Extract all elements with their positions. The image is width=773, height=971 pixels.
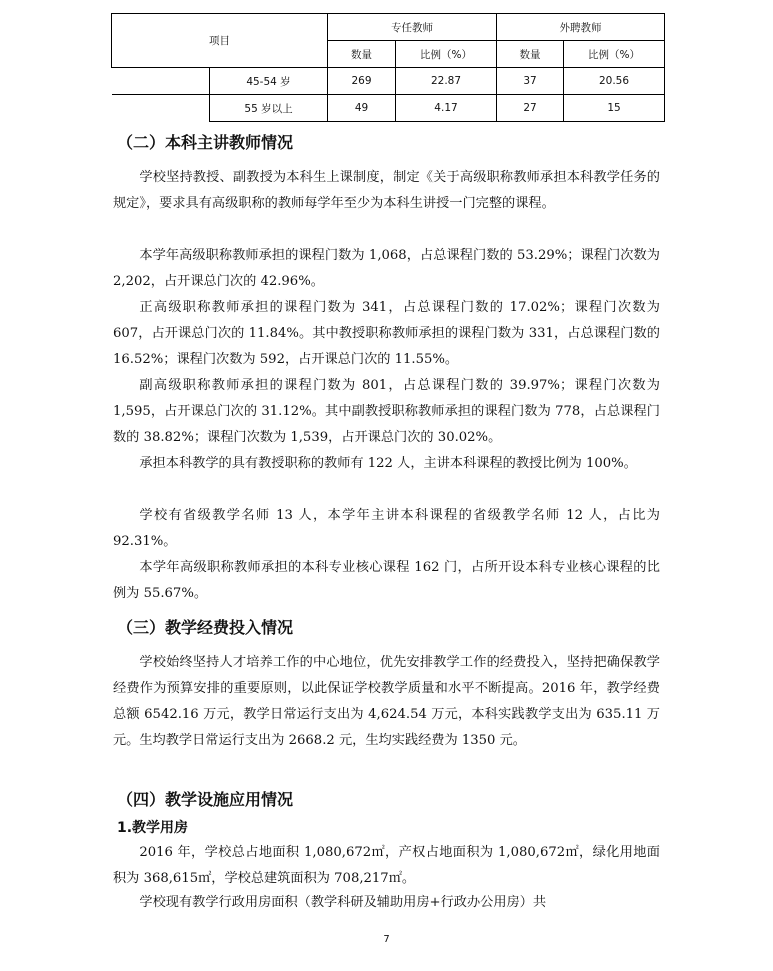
section-4-paragraph-2: 学校现有教学行政用房面积（教学科研及辅助用房+行政办公用房）共: [139, 895, 547, 910]
fulltime-ratio-header: 比例（%）: [396, 41, 497, 68]
section-2-paragraph-7: 本学年高级职称教师承担的本科专业核心课程 162 门，占所开设本科专业核心课程的比例为 55.67%。: [113, 560, 660, 601]
subsection-teaching-rooms-heading: 1.教学用房: [117, 820, 189, 836]
section-2-paragraph-1: 学校坚持教授、副教授为本科生上课制度，制定《关于高级职称教师承担本科教学任务的规定》，要求具有高级职称的教师每学年至少为本科生讲授一门完整的课程。: [113, 170, 660, 211]
fulltime-count-header: 数量: [328, 41, 396, 68]
section-4-heading: （四）教学设施应用情况: [117, 790, 294, 809]
blank-cell: [112, 95, 210, 122]
table-row: [112, 95, 665, 122]
section-3-paragraph-1: 学校始终坚持人才培养工作的中心地位，优先安排教学工作的经费投入，坚持把确保教学经费作为预算安排的重要原则，以此保证学校教学质量和水平不断提高。2016 年，教学经费总额 6542.16 万元，教学日常运行支出为 4,624.54 万元，本科实践教学支出为 635.11 万元。生均教学日常运行支出为 2668.2 元，生均实践经费为 1350 元。: [113, 655, 660, 748]
fulltime-ratio-cell: 22.87: [396, 68, 497, 95]
item-header-cell: 项目: [112, 14, 328, 68]
section-2-paragraph-6: 学校有省级教学名师 13 人，本学年主讲本科课程的省级教学名师 12 人，占比为 92.31%。: [113, 508, 660, 549]
table-row: [112, 68, 665, 95]
section-3-heading: （三）教学经费投入情况: [117, 618, 294, 637]
external-ratio-cell: 20.56: [564, 68, 665, 95]
fulltime-count-cell: 269: [328, 68, 396, 95]
page-number: 7: [383, 934, 390, 945]
row-label: 55 岁以上: [210, 95, 328, 122]
table-header-row: [112, 14, 665, 41]
fulltime-header-cell: 专任教师: [328, 14, 497, 41]
blank-cell: [112, 68, 210, 95]
fulltime-ratio-cell: 4.17: [396, 95, 497, 122]
external-ratio-cell: 15: [564, 95, 665, 122]
row-label: 45-54 岁: [210, 68, 328, 95]
section-4-paragraph-1: 2016 年，学校总占地面积 1,080,672㎡，产权占地面积为 1,080,672㎡，绿化用地面积为 368,615㎡，学校总建筑面积为 708,217㎡。: [113, 845, 660, 886]
section-2-paragraph-4: 副高级职称教师承担的课程门数为 801，占总课程门数的 39.97%；课程门次数为 1,595，占开课总门次的 31.12%。其中副教授职称教师承担的课程门数为 778，占总课程门数的 38.82%；课程门次数为 1,539，占开课总门次的 30.02%。: [113, 378, 660, 445]
section-2-paragraph-2: 本学年高级职称教师承担的课程门数为 1,068，占总课程门数的 53.29%；课程门次数为 2,202，占开课总门次的 42.96%。: [113, 248, 660, 289]
external-ratio-header: 比例（%）: [564, 41, 665, 68]
external-header-cell: 外聘教师: [497, 14, 665, 41]
fulltime-count-cell: 49: [328, 95, 396, 122]
section-2-paragraph-3: 正高级职称教师承担的课程门数为 341，占总课程门数的 17.02%；课程门次数为 607，占开课总门次的 11.84%。其中教授职称教师承担的课程门数为 331，占总课程门数的 16.52%；课程门次数为 592，占开课总门次的 11.55%。: [113, 300, 660, 367]
faculty-age-table: [111, 13, 665, 122]
external-count-header: 数量: [497, 41, 564, 68]
external-count-cell: 37: [497, 68, 564, 95]
external-count-cell: 27: [497, 95, 564, 122]
section-2-heading: （二）本科主讲教师情况: [117, 133, 294, 152]
section-2-paragraph-5: 承担本科教学的具有教授职称的教师有 122 人，主讲本科课程的教授比例为 100%。: [139, 456, 637, 471]
